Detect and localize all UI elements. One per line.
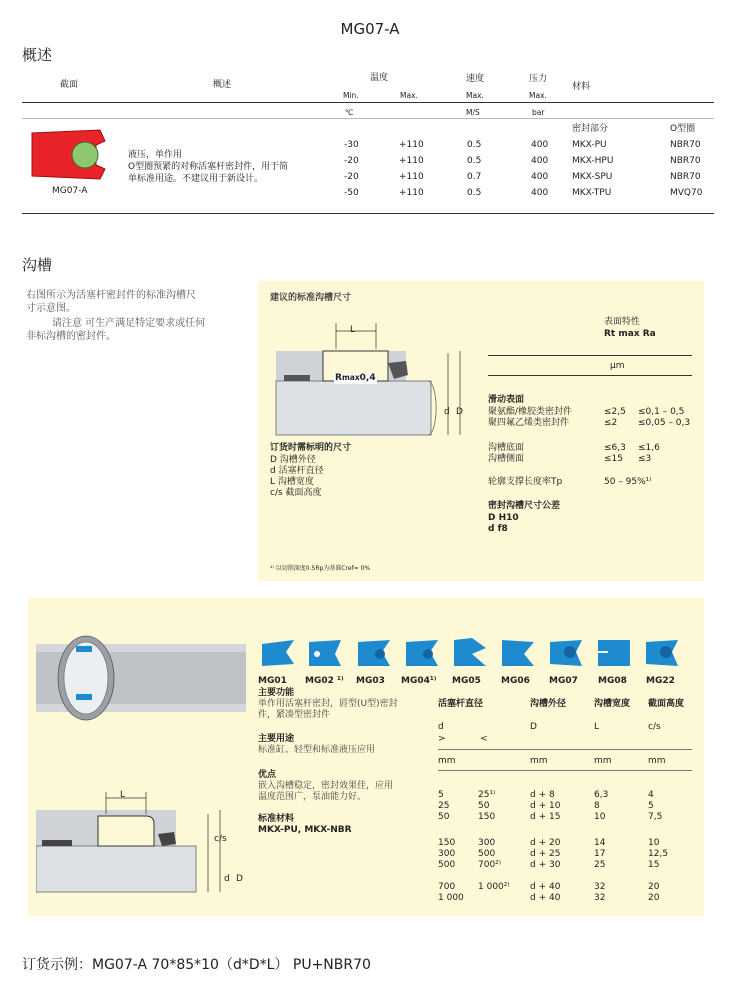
footnote: ¹⁾ 以切削深度0.5Rp为基准Cref= 0%	[270, 565, 371, 572]
row4-oring: MVQ70	[670, 188, 703, 198]
slide-title: 滑动表面	[488, 395, 525, 405]
intro-line-2: 寸示意图。	[26, 303, 76, 314]
col-width: 沟槽宽度	[594, 699, 631, 709]
table-rule-thin	[22, 118, 714, 119]
profile-name-mg22: MG22	[646, 676, 675, 686]
col-temp: 温度	[370, 73, 389, 83]
dim-row3-D: d + 15	[530, 812, 561, 822]
adv-title: 优点	[258, 770, 277, 780]
surf-symbols: Rt max Ra	[604, 329, 656, 339]
dim-row5-dmin: 300	[438, 849, 456, 859]
slide-row1-ra: ≤0,1 – 0,5	[638, 407, 685, 417]
dim-row8-dmin: 1 000	[438, 893, 464, 903]
unit-width: mm	[594, 756, 612, 766]
desc-line-2: O型圈预紧的对称活塞杆密封件，用于简	[128, 162, 289, 172]
profile-shape-mg08	[596, 638, 632, 668]
row2-min: -20	[344, 156, 359, 166]
row1-speed: 0.5	[467, 140, 482, 150]
row2-press: 400	[531, 156, 549, 166]
col-cs: 截面高度	[648, 699, 685, 709]
dim-row4-dmin: 150	[438, 838, 456, 848]
row4-seal: MKX-TPU	[572, 188, 612, 198]
rod-drawing	[36, 632, 251, 742]
row1-press: 400	[531, 140, 549, 150]
row2-seal: MKX-HPU	[572, 156, 614, 166]
temp-min: Min.	[343, 91, 359, 100]
section-label: MG07-A	[52, 186, 88, 196]
dim-row6-D: d + 30	[530, 860, 561, 870]
dim-d: d	[444, 407, 450, 417]
row3-speed: 0.7	[467, 172, 482, 182]
dim-L: L	[350, 325, 356, 335]
func-text-1: 单作用活塞杆密封，唇型(U型)密封	[258, 699, 398, 709]
units-rule-2	[438, 770, 692, 771]
order-title: 订货时需标明的尺寸	[270, 443, 352, 453]
speed-max: Max.	[466, 91, 484, 100]
intro-line-1: 右图所示为活塞杆密封件的标准沟槽尺	[26, 290, 196, 301]
dim-row4-dmax: 300	[478, 838, 496, 848]
groove-row2-rt: ≤15	[604, 454, 623, 464]
dim-row5-L: 17	[594, 849, 606, 859]
use-title: 主要用途	[258, 734, 295, 744]
slide-row1-rt: ≤2,5	[604, 407, 626, 417]
order-row-1: D 沟槽外径	[270, 455, 316, 465]
row1-oring: NBR70	[670, 140, 701, 150]
mat-text: MKX-PU, MKX-NBR	[258, 825, 352, 835]
dim-row7-D: d + 40	[530, 882, 561, 892]
dim-row7-dmax: 1 000²⁾	[478, 882, 510, 892]
desc-line-3: 单标准用途。不建议用于新设计。	[128, 174, 264, 184]
dim-row4-D: d + 20	[530, 838, 561, 848]
slide-row2-name: 聚四氟乙烯类密封件	[488, 418, 570, 428]
intro-line-3: 请注意 可生产满足特定要求或任何	[52, 318, 206, 329]
dim-row8-cs: 20	[648, 893, 660, 903]
mat-oring-head: O型圈	[670, 124, 696, 134]
dim-row1-L: 6,3	[594, 790, 609, 800]
dim-row3-L: 10	[594, 812, 606, 822]
col-rod: 活塞杆直径	[438, 699, 484, 709]
slide-row1-name: 聚氨酯/橡胶类密封件	[488, 407, 573, 417]
sub-d: d	[438, 722, 444, 732]
col-od: 沟槽外径	[530, 699, 567, 709]
row4-press: 400	[531, 188, 549, 198]
panel1-title: 建议的标准沟槽尺寸	[270, 293, 352, 303]
order-example: 订货示例：MG07-A 70*85*10（d*D*L） PU+NBR70	[22, 957, 371, 973]
profile-shape-mg02	[307, 638, 343, 668]
unit-speed: M/S	[466, 108, 480, 117]
dim-row5-cs: 12,5	[648, 849, 669, 859]
temp-max: Max.	[400, 91, 418, 100]
slide-row2-rt: ≤2	[604, 418, 618, 428]
dim-row4-L: 14	[594, 838, 606, 848]
detail-dim-d: d	[224, 874, 230, 884]
mat-seal-head: 密封部分	[572, 124, 609, 134]
dim-row6-cs: 15	[648, 860, 660, 870]
dim-row6-dmax: 700²⁾	[478, 860, 501, 870]
col-mat: 材料	[572, 82, 591, 92]
sub-L: L	[594, 722, 600, 732]
col-section: 截面	[60, 80, 79, 90]
row3-min: -20	[344, 172, 359, 182]
profile-shape-mg06	[500, 638, 536, 668]
groove-row2-ra: ≤3	[638, 454, 652, 464]
intro-line-4: 非标沟槽的密封件。	[26, 331, 116, 342]
groove-row1-rt: ≤6,3	[604, 443, 626, 453]
profile-name-mg05: MG05	[452, 676, 481, 686]
dim-D: D	[456, 407, 463, 417]
dim-row4-cs: 10	[648, 838, 660, 848]
profile-shape-mg04	[404, 638, 440, 668]
profile-shape-mg01	[260, 638, 296, 668]
dim-Rmax: Rmax0,4	[335, 373, 376, 383]
detail-dim-L: L	[120, 790, 126, 800]
row1-min: -30	[344, 140, 359, 150]
profile-name-mg07: MG07	[549, 676, 578, 686]
dim-row2-cs: 5	[648, 801, 654, 811]
surf-rule	[488, 355, 692, 356]
row3-press: 400	[531, 172, 549, 182]
profile-name-mg04: MG04¹⁾	[401, 676, 437, 686]
groove-row1-name: 沟槽底面	[488, 443, 525, 453]
dim-row2-dmin: 25	[438, 801, 450, 811]
dim-row5-D: d + 25	[530, 849, 561, 859]
row3-seal: MKX-SPU	[572, 172, 613, 182]
dim-row3-dmin: 50	[438, 812, 450, 822]
overview-heading: 概述	[22, 46, 53, 64]
table-rule	[22, 102, 714, 103]
profile-shape-mg05	[452, 638, 488, 668]
order-row-4: c/s 截面高度	[270, 488, 322, 498]
row2-max: +110	[399, 156, 424, 166]
func-title: 主要功能	[258, 688, 295, 698]
sub-cs: c/s	[648, 722, 661, 732]
surf-unit: μm	[610, 361, 625, 371]
groove-row1-ra: ≤1,6	[638, 443, 660, 453]
dim-row2-L: 8	[594, 801, 600, 811]
dim-row5-dmax: 500	[478, 849, 496, 859]
row4-min: -50	[344, 188, 359, 198]
row1-seal: MKX-PU	[572, 140, 607, 150]
dim-row7-L: 32	[594, 882, 606, 892]
groove-heading: 沟槽	[22, 256, 53, 274]
dim-row3-dmax: 150	[478, 812, 496, 822]
row2-oring: NBR70	[670, 156, 701, 166]
row3-max: +110	[399, 172, 424, 182]
dim-row1-D: d + 8	[530, 790, 555, 800]
profile-name-mg01: MG01	[258, 676, 287, 686]
sub-lt: <	[480, 734, 488, 744]
row1-max: +110	[399, 140, 424, 150]
detail-dim-D: D	[236, 874, 243, 884]
profile-shape-mg22	[644, 638, 680, 668]
unit-temp: ℃	[345, 108, 354, 117]
sub-gt: >	[438, 734, 446, 744]
use-text: 标准缸、轻型和标准液压应用	[258, 745, 376, 755]
detail-dim-cs: c/s	[214, 834, 227, 844]
dim-row8-L: 32	[594, 893, 606, 903]
order-row-3: L 沟槽宽度	[270, 477, 314, 487]
adv-text-2: 温度范围广，泵油能力好。	[258, 792, 367, 802]
table-bottom-rule	[22, 213, 714, 214]
tol-title: 密封沟槽尺寸公差	[488, 501, 561, 511]
tp-value: 50 – 95%¹⁾	[604, 477, 652, 487]
profile-name-mg08: MG08	[598, 676, 627, 686]
dim-row2-dmax: 50	[478, 801, 490, 811]
unit-rod: mm	[438, 756, 456, 766]
row3-oring: NBR70	[670, 172, 701, 182]
desc-line-1: 液压，单作用	[128, 150, 183, 160]
dim-row1-dmax: 25¹⁾	[478, 790, 496, 800]
profile-shape-mg03	[356, 638, 392, 668]
sub-D: D	[530, 722, 537, 732]
dim-row7-dmin: 700	[438, 882, 456, 892]
dim-row8-D: d + 40	[530, 893, 561, 903]
section-drawing	[30, 127, 110, 182]
groove-panel	[258, 281, 704, 581]
unit-press: bar	[532, 108, 545, 117]
mat-title: 标准材料	[258, 814, 295, 824]
groove-row2-name: 沟槽侧面	[488, 454, 525, 464]
col-press: 压力	[529, 74, 548, 84]
tol-D: D H10	[488, 513, 519, 523]
dim-row2-D: d + 10	[530, 801, 561, 811]
unit-od: mm	[530, 756, 548, 766]
dim-row3-cs: 7,5	[648, 812, 663, 822]
row4-max: +110	[399, 188, 424, 198]
tol-d: d f8	[488, 524, 508, 534]
col-speed: 速度	[466, 74, 485, 84]
surf-rule-2	[488, 375, 692, 376]
dim-row6-L: 25	[594, 860, 606, 870]
tp-label: 轮廓支撑长度率Tp	[488, 477, 563, 487]
dim-row1-dmin: 5	[438, 790, 444, 800]
col-desc: 概述	[213, 80, 232, 90]
row4-speed: 0.5	[467, 188, 482, 198]
page-title: MG07-A	[340, 20, 400, 38]
dim-row6-dmin: 500	[438, 860, 456, 870]
profile-name-mg02: MG02 ¹⁾	[305, 676, 344, 686]
dim-row1-cs: 4	[648, 790, 654, 800]
profile-panel	[28, 598, 704, 916]
adv-text-1: 嵌入沟槽稳定，密封效果佳，应用	[258, 781, 394, 791]
slide-row2-ra: ≤0,05 – 0,3	[638, 418, 691, 428]
dim-row7-cs: 20	[648, 882, 660, 892]
press-max: Max.	[529, 91, 547, 100]
unit-cs: mm	[648, 756, 666, 766]
row2-speed: 0.5	[467, 156, 482, 166]
profile-shape-mg07	[548, 638, 584, 668]
profile-name-mg03: MG03	[356, 676, 385, 686]
order-row-2: d 活塞杆直径	[270, 466, 324, 476]
units-rule	[438, 749, 692, 750]
surf-title: 表面特性	[604, 317, 641, 327]
profile-name-mg06: MG06	[501, 676, 530, 686]
func-text-2: 件，紧凑型密封件	[258, 710, 331, 720]
